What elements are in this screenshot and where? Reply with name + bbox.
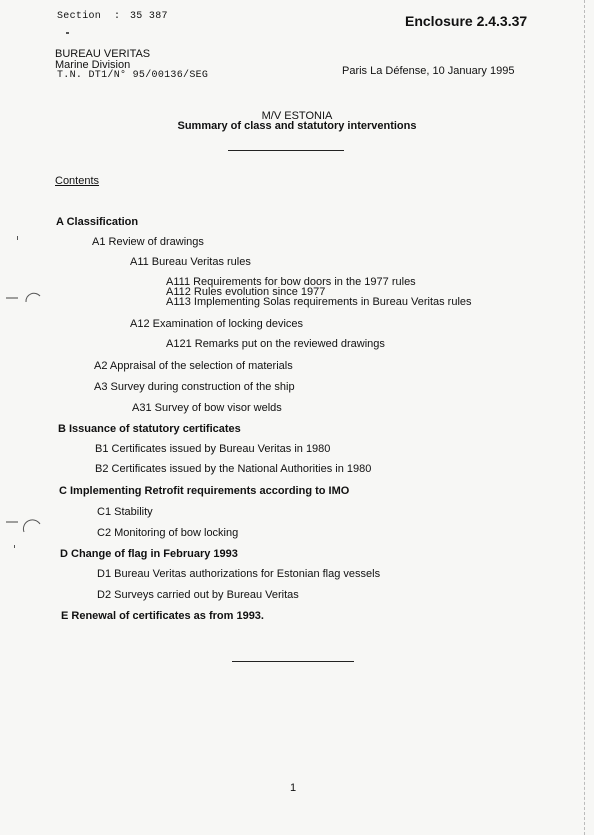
reference-number: T.N. DT1/N° 95/00136/SEG: [57, 70, 209, 81]
place-date: Paris La Défense, 10 January 1995: [342, 65, 515, 77]
scan-edge-line: [584, 0, 585, 835]
toc-item-C1: C1 Stability: [97, 506, 153, 518]
scan-speck: [14, 545, 15, 548]
toc-item-A12: A12 Examination of locking devices: [130, 318, 304, 330]
toc-item-C2: C2 Monitoring of bow locking: [97, 527, 239, 539]
toc-item-A11: A11 Bureau Veritas rules: [130, 256, 251, 268]
toc-item-D2: D2 Surveys carried out by Bureau Veritas: [97, 589, 299, 601]
page-number: 1: [290, 782, 297, 794]
section-number: 35 387: [130, 11, 168, 22]
toc-item-D: D Change of flag in February 1993: [60, 548, 238, 560]
organization-name: BUREAU VERITAS: [55, 48, 151, 60]
punch-hole-mark-upper: [4, 288, 44, 308]
contents-heading: Contents: [55, 175, 100, 187]
toc-item-B1: B1 Certificates issued by Bureau Veritas in 1980: [95, 443, 331, 455]
closing-rule: [232, 661, 354, 662]
toc-item-E: E Renewal of certificates as from 1993.: [61, 610, 264, 622]
toc-item-A113: A113 Implementing Solas requirements in Bureau Veritas rules: [166, 296, 472, 308]
toc-item-A31: A31 Survey of bow visor welds: [132, 402, 282, 414]
section-label: Section: [57, 11, 102, 22]
toc-item-A112: A112 Rules evolution since 1977: [166, 286, 326, 298]
toc-item-A111: A111 Requirements for bow doors in the 1977 rules: [166, 276, 416, 288]
toc-item-A: A Classification: [56, 216, 139, 228]
toc-item-D1: D1 Bureau Veritas authorizations for Estonian flag vessels: [97, 568, 381, 580]
toc-item-A3: A3 Survey during construction of the ship: [94, 381, 295, 393]
toc-item-A1: A1 Review of drawings: [92, 236, 204, 248]
scan-speck: [17, 236, 18, 240]
toc-item-A121: A121 Remarks put on the reviewed drawings: [166, 338, 385, 350]
document-title: M/V ESTONIA: [261, 110, 333, 122]
section-separator: :: [114, 11, 121, 22]
toc-item-B2: B2 Certificates issued by the National Authorities in 1980: [95, 463, 372, 475]
title-rule: [228, 150, 344, 151]
punch-hole-mark-lower: [4, 514, 44, 544]
toc-item-C: C Implementing Retrofit requirements according to IMO: [59, 485, 350, 497]
scan-speck: [66, 32, 69, 34]
division-name: Marine Division: [55, 59, 131, 71]
toc-item-B: B Issuance of statutory certificates: [58, 423, 241, 435]
enclosure-number: Enclosure 2.4.3.37: [405, 13, 528, 29]
document-subtitle: Summary of class and statutory interventions: [177, 120, 417, 132]
toc-item-A2: A2 Appraisal of the selection of materials: [94, 360, 293, 372]
